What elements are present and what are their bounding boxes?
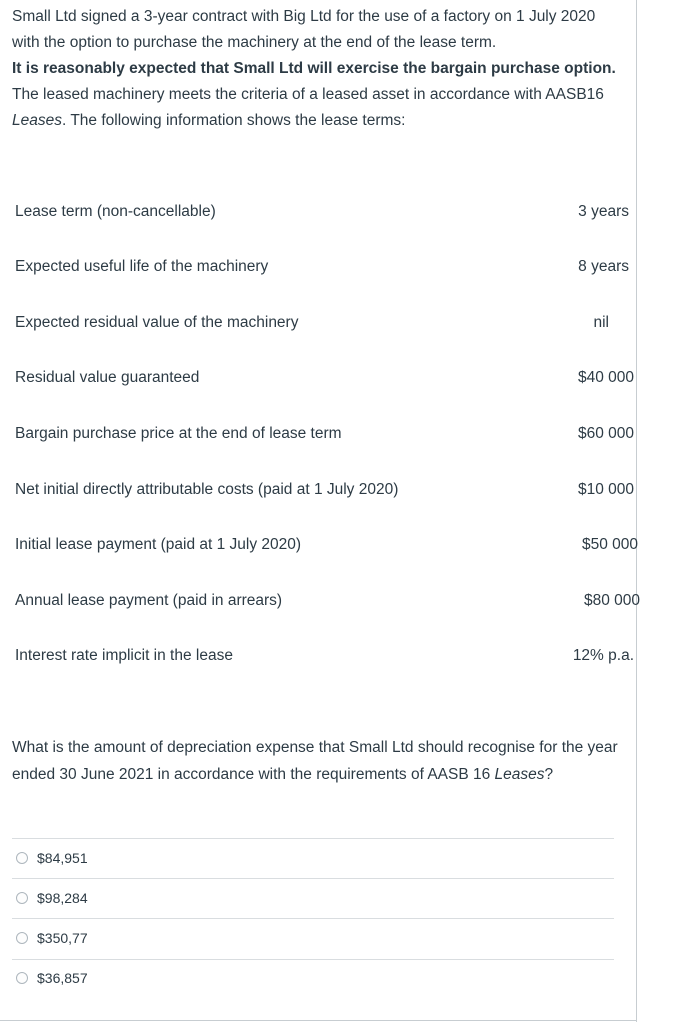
intro-paragraph xyxy=(12,4,624,134)
question-text-2: ? xyxy=(544,765,554,783)
radio-button-icon[interactable] xyxy=(16,972,28,984)
intro-text-3: . The following information shows the lease terms: xyxy=(61,112,406,129)
answer-option-4[interactable] xyxy=(16,968,88,988)
annual-lease-payment-label: Annual lease payment (paid in arrears) xyxy=(15,592,283,609)
option-divider xyxy=(12,918,614,919)
intro-text-2: The leased machinery meets the criteria of a leased asset in accordance with AASB16 xyxy=(12,86,604,103)
radio-button-icon[interactable] xyxy=(16,932,28,944)
option-divider xyxy=(12,878,614,879)
answer-option-2-label: $98,284 xyxy=(37,890,88,906)
useful-life-value: 8 years xyxy=(578,258,629,275)
intro-italic-leases: Leases xyxy=(12,112,62,129)
content-frame-right-border xyxy=(636,0,637,1022)
guaranteed-residual-value: $40 000 xyxy=(577,369,634,386)
answer-option-2[interactable] xyxy=(16,888,88,908)
answer-option-3[interactable] xyxy=(16,928,88,948)
answer-option-3-label: $350,77 xyxy=(37,930,88,946)
initial-direct-costs-value: $10 000 xyxy=(577,481,634,498)
radio-button-icon[interactable] xyxy=(16,852,28,864)
question-italic-leases: Leases xyxy=(494,765,545,783)
initial-direct-costs-label: Net initial directly attributable costs (paid at 1 July 2020) xyxy=(15,481,399,498)
residual-value-value: nil xyxy=(593,314,609,331)
intro-text-1: Small Ltd signed a 3-year contract with Big Ltd for the use of a factory on 1 July 2020 with the option to purchase the machinery at the end of the lease term. xyxy=(12,8,596,51)
bargain-purchase-value: $60 000 xyxy=(577,425,634,442)
initial-lease-payment-label: Initial lease payment (paid at 1 July 2020) xyxy=(15,536,302,553)
question-text-1: What is the amount of depreciation expense that Small Ltd should recognise for the year ended 30 June 2021 in accordance with the requirements of AASB 16 xyxy=(12,739,618,783)
lease-term-value: 3 years xyxy=(578,203,629,220)
intro-bold-text: It is reasonably expected that Small Ltd will exercise the bargain purchase option. xyxy=(12,60,616,77)
interest-rate-value: 12% p.a. xyxy=(572,647,634,664)
answer-option-1-label: $84,951 xyxy=(37,850,88,866)
annual-lease-payment-value: $80 000 xyxy=(583,592,640,609)
option-divider xyxy=(12,838,614,839)
useful-life-label: Expected useful life of the machinery xyxy=(15,258,269,275)
lease-term-label: Lease term (non-cancellable) xyxy=(15,203,216,220)
interest-rate-label: Interest rate implicit in the lease xyxy=(15,647,233,664)
option-divider xyxy=(12,959,614,960)
initial-lease-payment-value: $50 000 xyxy=(581,536,638,553)
answer-option-4-label: $36,857 xyxy=(37,970,88,986)
guaranteed-residual-label: Residual value guaranteed xyxy=(15,369,200,386)
answer-option-1[interactable] xyxy=(16,848,88,868)
radio-button-icon[interactable] xyxy=(16,892,28,904)
question-text xyxy=(12,735,624,788)
bargain-purchase-label: Bargain purchase price at the end of lease term xyxy=(15,425,342,442)
residual-value-label: Expected residual value of the machinery xyxy=(15,314,299,331)
content-frame-bottom-border xyxy=(0,1020,637,1021)
